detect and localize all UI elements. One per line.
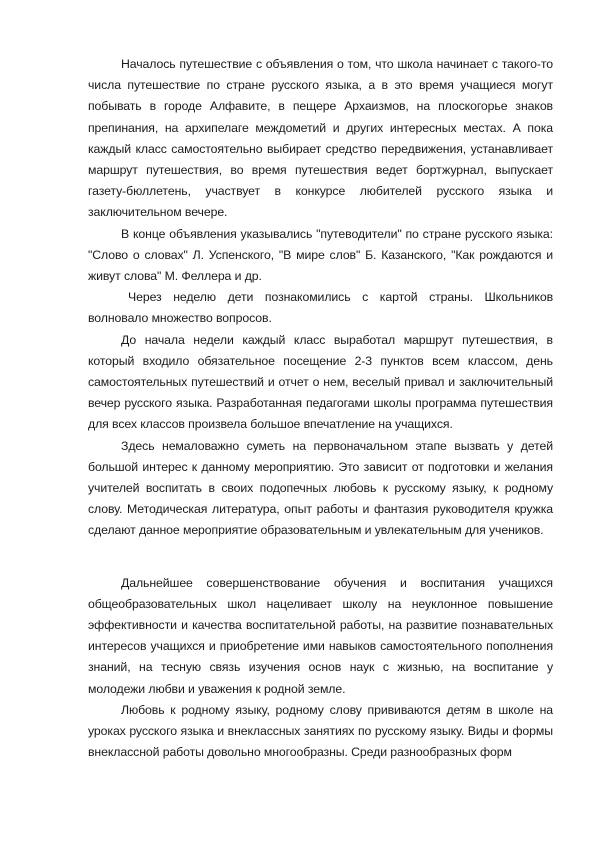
paragraph-interest: Здесь немаловажно суметь на первоначальном этапе вызвать у детей большой интерес к данному мероприятию. Это зависит от подготовки и желания учителей воспитать в своих подопечных любовь к русскому языку, к родному слову. Методическая литература, опыт работы и фантазия руководителя кружка сделают данное мероприятие образовательным и увлекательным для учеников.: [88, 438, 553, 538]
paragraph-guides: В конце объявления указывались "путеводители" по стране русского языка: "Слово о словах" Л. Успенского, "В мире слов" Б. Казанского, "Как рождаются и живут слова" М. Феллера и др.: [88, 226, 553, 284]
document-body: [88, 54, 553, 764]
paragraph-education: Дальнейшее совершенствование обучения и воспитания учащихся общеобразовательных школ нацеливает школу на неуклонное повышение эффективности и качества воспитательной работы, на развитие познавательных интересов учащихся и приобретение ими навыков самостоятельного пополнения знаний, на тесную связь изучения основ наук с жизнью, на воспитание у молодежи любви и уважения к родной земле.: [88, 575, 553, 696]
paragraph-map: Через неделю дети познакомились с картой страны. Школьников волновало множество вопросов.: [88, 290, 553, 326]
paragraph-journey-announcement: Началось путешествие с объявления о том, что школа начинает с такого-то числа путешествие по стране русского языка, а в это время учащиеся могут побывать в городе Алфавите, в пещере Архаизмов, на плоскогорье знаков препинания, на архипелаге междометий и других интересных местах. А пока каждый класс самостоятельно выбирает средство передвижения, устанавливает маршрут путешествия, во время путешествия ведет бортжурнал, выпускает газету-бюллетень, участвует в конкурсе любителей русского языка и заключительном вечере.: [88, 57, 553, 220]
paragraph-gap: [88, 542, 553, 573]
paragraph-route: До начала недели каждый класс выработал маршрут путешествия, в который входило обязательное посещение 2-3 пунктов всем классом, день самостоятельных путешествий и отчет о нем, веселый привал и заключительный вечер русского языка. Разработанная педагогами школы программа путешествия для всех классов произвела большое впечатление на учащихся.: [88, 332, 553, 432]
paragraph-love-of-language: Любовь к родному языку, родному слову прививаются детям в школе на уроках русского языка и внеклассных занятиях по русскому языку. Виды и формы внеклассной работы довольно многообразны. Среди разнообразных форм: [88, 702, 553, 760]
